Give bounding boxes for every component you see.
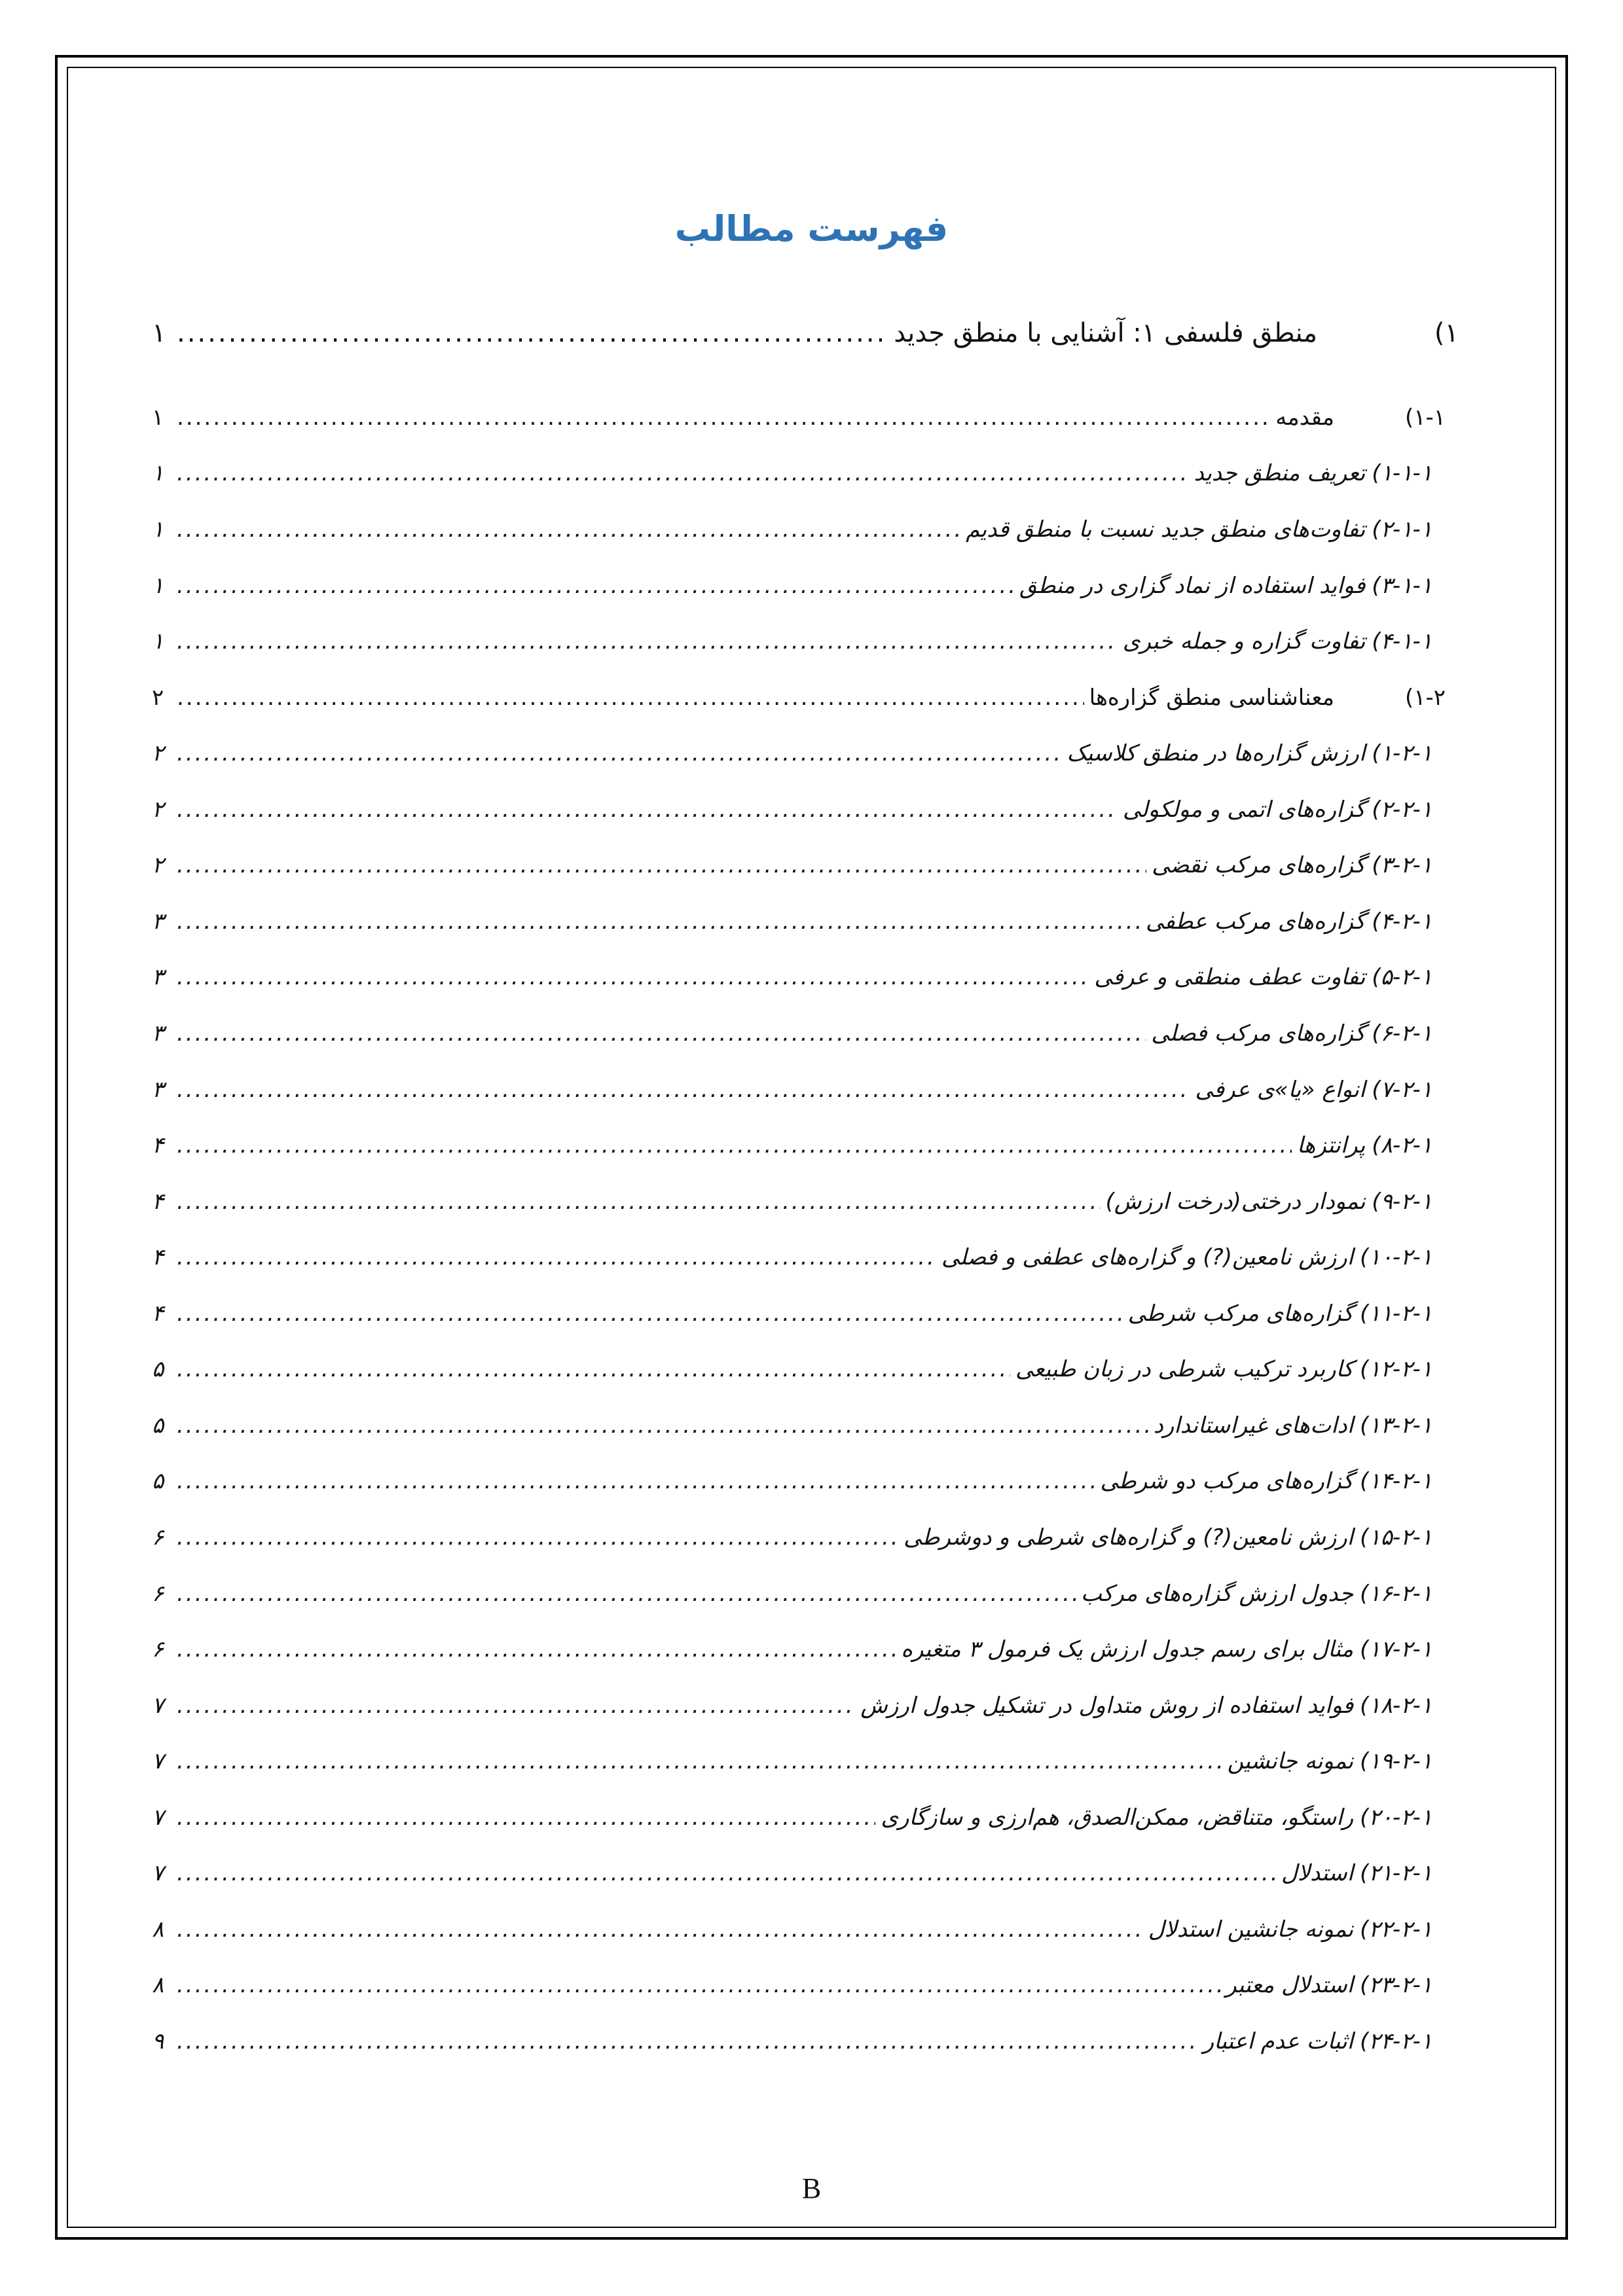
toc-entry-title: تفاوت گزاره و جمله خبری: [1122, 628, 1366, 655]
toc-entry-title: استدلال معتبر: [1226, 1972, 1354, 1998]
dot-leader: [177, 1748, 1222, 1774]
toc-entry-title: فواید استفاده از روش متداول در تشکیل جدول ارزش: [860, 1693, 1354, 1719]
toc-entry-page: ۱: [152, 628, 164, 655]
toc-entry-number: ۶-۲-۱): [1372, 1020, 1432, 1047]
toc-entry-page: ۵: [152, 1468, 164, 1494]
dot-leader: [177, 1693, 855, 1719]
toc-entry-number: ۵-۲-۱): [1372, 964, 1432, 990]
toc-entry-page: ۴: [152, 1300, 164, 1327]
toc-entry[interactable]: [152, 318, 1459, 357]
toc-entry-number: ۲۴-۲-۱): [1360, 2028, 1432, 2054]
toc-entry-number: ۱۰-۲-۱): [1360, 1244, 1432, 1270]
toc-entry-page: ۶: [152, 1524, 164, 1551]
toc-entry[interactable]: [152, 1524, 1459, 1564]
dot-leader: [177, 1804, 875, 1831]
toc-entry-title: گزاره‌های مرکب عطفی: [1146, 908, 1366, 935]
toc-entry-number: ۱۸-۲-۱): [1360, 1693, 1432, 1719]
toc-entry-number: ۲۳-۲-۱): [1360, 1972, 1432, 1998]
page-footer-label: B: [801, 2172, 822, 2204]
dot-leader: [177, 573, 1014, 599]
toc-entry-title: گزاره‌های اتمی و مولکولی: [1122, 797, 1366, 823]
toc-entry-title: جدول ارزش گزاره‌های مرکب: [1080, 1581, 1354, 1607]
dot-leader: [177, 740, 1062, 766]
toc-entry-number: ۱-۱-۱): [1372, 460, 1432, 486]
toc-entry-title: تفاوت عطف منطقی و عرفی: [1094, 964, 1366, 990]
toc-entry-number: ۱): [1434, 318, 1459, 348]
toc-entry-page: ۱: [152, 318, 166, 348]
dot-leader: [177, 1356, 1010, 1382]
dot-leader: [177, 628, 1118, 655]
toc-entry-page: ۹: [152, 2028, 164, 2054]
toc-entry[interactable]: [152, 573, 1459, 612]
toc-entry-page: ۱: [152, 404, 164, 431]
toc-entry-title: منطق فلسفی ۱: آشنایی با منطق جدید: [894, 318, 1317, 348]
dot-leader: [177, 685, 1084, 711]
toc-entry-page: ۸: [152, 1916, 164, 1943]
toc-entry[interactable]: [152, 460, 1459, 499]
toc-entry[interactable]: [152, 740, 1459, 780]
dot-leader: [177, 1132, 1292, 1158]
toc-entry-number: ۱۱-۲-۱): [1360, 1300, 1432, 1327]
dot-leader: [177, 797, 1118, 823]
toc-entry-number: ۱۶-۲-۱): [1360, 1581, 1432, 1607]
toc-entry-number: ۱۳-۲-۱): [1360, 1412, 1432, 1439]
toc-entry-number: ۴-۲-۱): [1372, 908, 1432, 935]
toc-entry[interactable]: [152, 964, 1459, 1003]
toc-entry-title: ادات‌های غیراستاندارد: [1153, 1412, 1354, 1439]
toc-entry-title: راستگو، متناقض، ممکن‌الصدق، هم‌ارزی و سازگاری: [881, 1804, 1354, 1831]
dot-leader: [177, 2028, 1198, 2054]
dot-leader: [177, 1916, 1143, 1943]
toc-entry-number: ۱-۲): [1404, 685, 1446, 711]
toc-entry-title: کاربرد ترکیب شرطی در زبان طبیعی: [1015, 1356, 1354, 1382]
toc-entry-page: ۲: [152, 797, 164, 823]
dot-leader: [177, 404, 1270, 431]
toc-entry-number: ۲۲-۲-۱): [1360, 1916, 1432, 1943]
dot-leader: [177, 460, 1189, 486]
toc-entry-page: ۳: [152, 1020, 164, 1047]
toc-entry-title: اثبات عدم اعتبار: [1203, 2028, 1354, 2054]
toc-entry-number: ۸-۲-۱): [1372, 1132, 1432, 1158]
dot-leader: [177, 852, 1146, 878]
toc-entry[interactable]: [152, 1189, 1459, 1228]
toc-entry-title: نمونه جانشین: [1227, 1748, 1354, 1774]
toc-entry-page: ۴: [152, 1132, 164, 1158]
toc-entry-number: ۱-۱): [1404, 404, 1446, 431]
toc-entry[interactable]: [152, 797, 1459, 836]
toc-entry-title: نمونه جانشین استدلال: [1148, 1916, 1354, 1943]
toc-entry-number: ۱۹-۲-۱): [1360, 1748, 1432, 1774]
toc-entry-title: نمودار درختی(درخت ارزش): [1105, 1189, 1366, 1215]
toc-entry-title: فواید استفاده از نماد گزاری در منطق: [1019, 573, 1366, 599]
dot-leader: [177, 318, 888, 348]
dot-leader: [177, 1636, 896, 1662]
toc-entry-title: گزاره‌های مرکب فصلی: [1151, 1020, 1366, 1047]
toc-entry-page: ۲: [152, 685, 164, 711]
dot-leader: [177, 1524, 898, 1551]
toc-entry-title: تعریف منطق جدید: [1194, 460, 1366, 486]
toc-entry[interactable]: [152, 1244, 1459, 1283]
toc-entry-page: ۴: [152, 1244, 164, 1270]
toc-entry-title: استدلال: [1281, 1860, 1354, 1886]
toc-entry-number: ۱۲-۲-۱): [1360, 1356, 1432, 1382]
toc-entry[interactable]: [152, 908, 1459, 948]
toc-entry-title: معناشناسی منطق گزاره‌ها: [1089, 685, 1334, 711]
dot-leader: [177, 1581, 1076, 1607]
toc-entry[interactable]: [152, 516, 1459, 556]
toc-entry-number: ۴-۱-۱): [1372, 628, 1432, 655]
toc-entry-page: ۱: [152, 573, 164, 599]
toc-entry[interactable]: [152, 852, 1459, 891]
toc-entry-page: ۳: [152, 964, 164, 990]
toc-entry[interactable]: [152, 1748, 1459, 1787]
dot-leader: [177, 908, 1140, 935]
toc-entry-number: ۳-۱-۱): [1372, 573, 1432, 599]
toc-entry[interactable]: [152, 1468, 1459, 1507]
dot-leader: [177, 1189, 1101, 1215]
toc-entry-number: ۲۱-۲-۱): [1360, 1860, 1432, 1886]
dot-leader: [177, 1412, 1148, 1439]
toc-entry-page: ۷: [152, 1693, 164, 1719]
toc-entry-page: ۶: [152, 1636, 164, 1662]
toc-entry-number: ۱۴-۲-۱): [1360, 1468, 1432, 1494]
toc-entry-page: ۲: [152, 740, 164, 766]
toc-entry-page: ۴: [152, 1189, 164, 1215]
toc-entry-title: گزاره‌های مرکب شرطی: [1127, 1300, 1354, 1327]
toc-entry[interactable]: [152, 1132, 1459, 1172]
toc-entry-number: ۳-۲-۱): [1372, 852, 1432, 878]
toc-entry[interactable]: [152, 1356, 1459, 1395]
toc-entry-number: ۲۰-۲-۱): [1360, 1804, 1432, 1831]
toc-entry-page: ۷: [152, 1860, 164, 1886]
toc-entry-page: ۷: [152, 1804, 164, 1831]
toc-entry-title: انواع «یا»ی عرفی: [1195, 1077, 1366, 1103]
toc-entry-title: ارزش نامعین(?) و گزاره‌های عطفی و فصلی: [941, 1244, 1354, 1270]
toc-entry-page: ۷: [152, 1748, 164, 1774]
toc-entry[interactable]: [152, 628, 1459, 668]
toc-entry-page: ۱: [152, 516, 164, 543]
toc-entry-number: ۹-۲-۱): [1372, 1189, 1432, 1215]
toc-entry[interactable]: [152, 685, 1459, 724]
toc-entry-title: گزاره‌های مرکب دو شرطی: [1100, 1468, 1354, 1494]
toc-entry[interactable]: [152, 2028, 1459, 2068]
toc-entry-page: ۳: [152, 1077, 164, 1103]
dot-leader: [177, 1972, 1220, 1998]
dot-leader: [177, 1300, 1123, 1327]
toc-entry[interactable]: [152, 1916, 1459, 1956]
toc-entry-page: ۲: [152, 852, 164, 878]
toc-entry-page: ۶: [152, 1581, 164, 1607]
toc-entry-page: ۳: [152, 908, 164, 935]
toc-entry[interactable]: [152, 1636, 1459, 1676]
toc-entry-number: ۲-۱-۱): [1372, 516, 1432, 543]
toc-entry[interactable]: [152, 1860, 1459, 1899]
toc-entry-number: ۲-۲-۱): [1372, 797, 1432, 823]
toc-entry-title: مقدمه: [1275, 404, 1334, 431]
dot-leader: [177, 964, 1089, 990]
toc-entry-title: ارزش گزاره‌ها در منطق کلاسیک: [1067, 740, 1366, 766]
toc-entry-page: ۵: [152, 1356, 164, 1382]
dot-leader: [177, 516, 960, 543]
dot-leader: [177, 1244, 936, 1270]
toc-title: فهرست مطالب: [674, 208, 949, 249]
toc-entry[interactable]: [152, 1412, 1459, 1452]
toc-entry[interactable]: [152, 1972, 1459, 2011]
dot-leader: [177, 1860, 1276, 1886]
toc-entry[interactable]: [152, 404, 1459, 444]
toc-entry-number: ۱۵-۲-۱): [1360, 1524, 1432, 1551]
toc-entry-page: ۵: [152, 1412, 164, 1439]
toc-entry-number: ۷-۲-۱): [1372, 1077, 1432, 1103]
toc-entry-title: تفاوت‌های منطق جدید نسبت با منطق قدیم: [966, 516, 1366, 543]
toc-entry[interactable]: [152, 1693, 1459, 1732]
toc-entry-title: ارزش نامعین(?) و گزاره‌های شرطی و دوشرطی: [903, 1524, 1354, 1551]
toc-entry[interactable]: [152, 1020, 1459, 1060]
dot-leader: [177, 1020, 1146, 1047]
toc-entry[interactable]: [152, 1077, 1459, 1116]
dot-leader: [177, 1468, 1095, 1494]
toc-entry-title: مثال برای رسم جدول ارزش یک فرمول ۳ متغیره: [901, 1636, 1354, 1662]
toc-entry-title: گزاره‌های مرکب نقضی: [1152, 852, 1366, 878]
toc-entry-page: ۸: [152, 1972, 164, 1998]
dot-leader: [177, 1077, 1190, 1103]
toc-entry-number: ۱-۲-۱): [1372, 740, 1432, 766]
toc-entry[interactable]: [152, 1804, 1459, 1844]
toc-entry[interactable]: [152, 1581, 1459, 1620]
toc-entry-title: پرانتزها: [1296, 1132, 1366, 1158]
toc-entry[interactable]: [152, 1300, 1459, 1340]
toc-entry-number: ۱۷-۲-۱): [1360, 1636, 1432, 1662]
toc-entry-page: ۱: [152, 460, 164, 486]
